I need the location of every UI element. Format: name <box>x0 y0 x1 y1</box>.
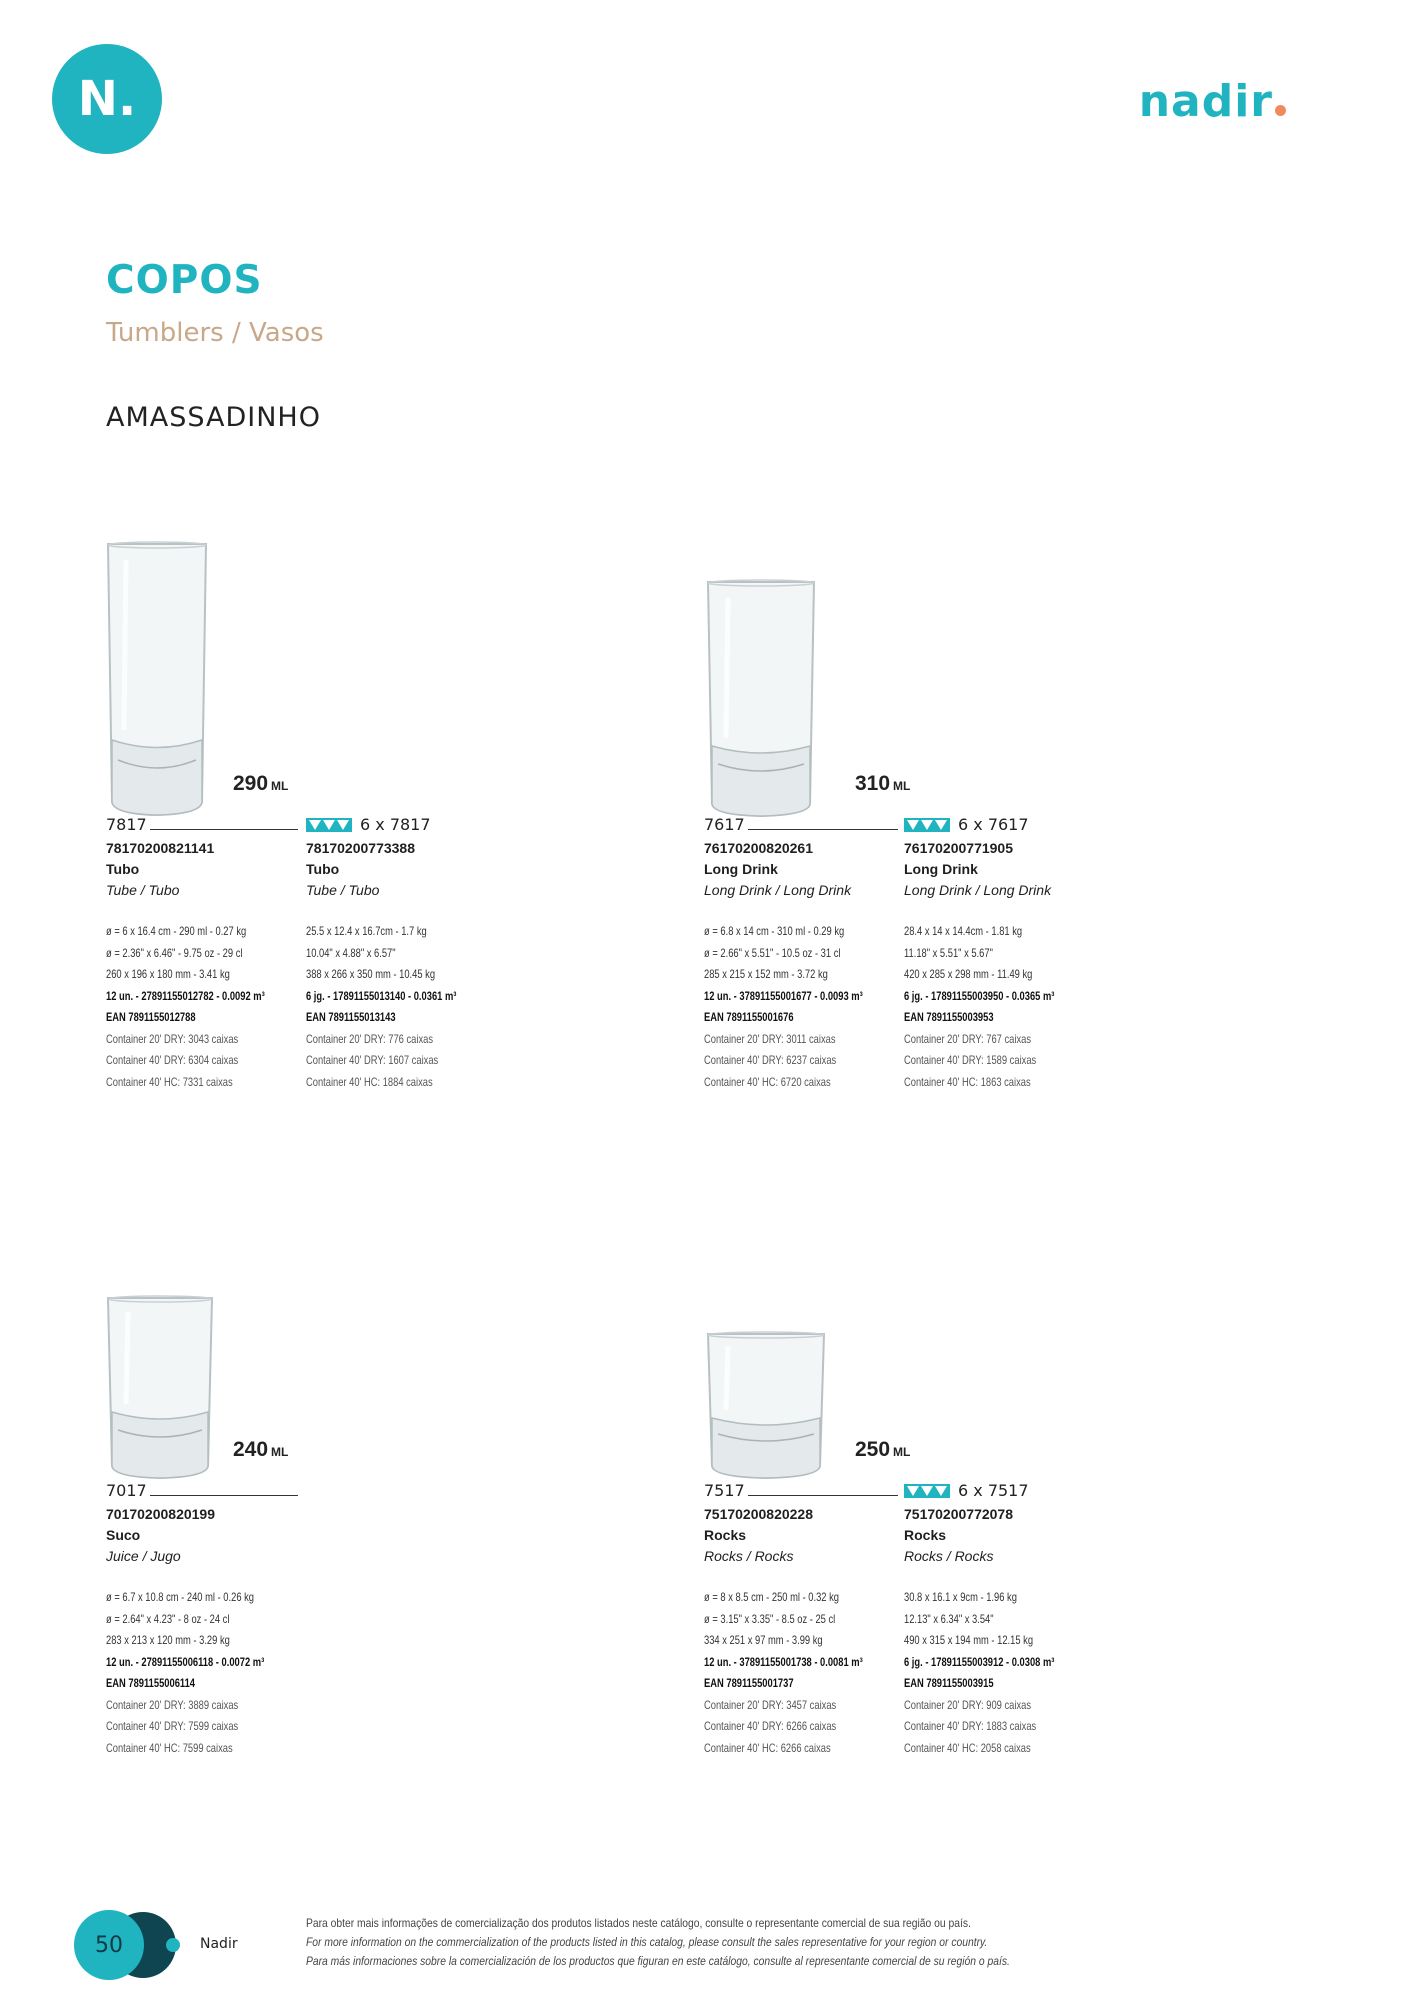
spec-line: 6 jg. - 17891155003950 - 0.0365 m³ <box>904 988 1055 1003</box>
ean-code: 76170200820261 <box>704 840 814 856</box>
product-code: 7617 <box>704 815 745 834</box>
spec-line: Container 40' HC: 6720 caixas <box>704 1074 831 1089</box>
footer-brand: Nadir <box>200 1936 238 1952</box>
pack-badge <box>904 815 1029 834</box>
product-name-translation: Long Drink / Long Drink <box>904 882 1052 898</box>
product-name-translation: Tube / Tubo <box>106 882 180 898</box>
spec-line: 12 un. - 27891155012782 - 0.0092 m³ <box>106 988 265 1003</box>
spec-line: Container 40' HC: 6266 caixas <box>704 1740 831 1755</box>
spec-line: 25.5 x 12.4 x 16.7cm - 1.7 kg <box>306 924 427 938</box>
product-code: 7017 <box>106 1481 147 1500</box>
product-code: 7517 <box>704 1481 745 1500</box>
footer-note-en: For more information on the commercialization of the products listed in this catalog, please consult the sales representative for your region or country. <box>306 1935 988 1949</box>
spec-line: Container 20' DRY: 767 caixas <box>904 1031 1032 1046</box>
spec-line: 6 jg. - 17891155003912 - 0.0308 m³ <box>904 1654 1055 1669</box>
pack-label: 6 x 7517 <box>958 1481 1029 1500</box>
spec-line: Container 20' DRY: 909 caixas <box>904 1697 1032 1712</box>
suco-glass-image <box>104 1294 216 1480</box>
divider-rule <box>150 1495 298 1496</box>
nadir-logo-text: nadir <box>1138 76 1273 127</box>
footer-note-pt: Para obter mais informações de comercialização dos produtos listados neste catálogo, consulte o representante comercial de sua região ou país. <box>306 1916 971 1930</box>
spec-line: ø = 6.8 x 14 cm - 310 ml - 0.29 kg <box>704 924 845 938</box>
spec-line: 10.04" x 4.88" x 6.57" <box>306 945 396 960</box>
product-name: Suco <box>106 1527 141 1543</box>
spec-line: ø = 2.66" x 5.51" - 10.5 oz - 31 cl <box>704 945 841 960</box>
pack-badge <box>306 815 431 834</box>
spec-line: 28.4 x 14 x 14.4cm - 1.81 kg <box>904 924 1023 938</box>
product-name: Tubo <box>106 861 140 877</box>
spec-line: 30.8 x 16.1 x 9cm - 1.96 kg <box>904 1590 1017 1604</box>
spec-line: 12 un. - 37891155001738 - 0.0081 m³ <box>704 1654 863 1669</box>
spec-list <box>704 1587 894 1759</box>
pack-column <box>306 838 496 1093</box>
capacity-label <box>855 1438 910 1462</box>
product-name-translation: Rocks / Rocks <box>904 1548 994 1564</box>
spec-line: 12 un. - 27891155006118 - 0.0072 m³ <box>106 1654 265 1669</box>
spec-line: 388 x 266 x 350 mm - 10.45 kg <box>306 967 436 981</box>
tubo-glass-image <box>104 540 210 818</box>
spec-line: EAN 7891155001737 <box>704 1676 794 1690</box>
three-glasses-icon <box>904 818 950 832</box>
product-name-translation: Tube / Tubo <box>306 882 380 898</box>
spec-line: Container 20' DRY: 776 caixas <box>306 1031 434 1046</box>
spec-list <box>904 1587 1094 1759</box>
ean-code: 70170200820199 <box>106 1506 216 1522</box>
section-title: AMASSADINHO <box>106 402 321 433</box>
spec-list <box>106 921 296 1093</box>
spec-line: 12 un. - 37891155001677 - 0.0093 m³ <box>704 988 863 1003</box>
spec-line: ø = 3.15" x 3.35" - 8.5 oz - 25 cl <box>704 1611 836 1626</box>
spec-line: Container 40' DRY: 1589 caixas <box>904 1053 1037 1067</box>
capacity-label <box>233 772 288 796</box>
spec-line: EAN 7891155012788 <box>106 1010 196 1024</box>
capacity-unit: ML <box>271 1445 289 1459</box>
product-name: Rocks <box>904 1527 947 1543</box>
spec-line: ø = 6.7 x 10.8 cm - 240 ml - 0.26 kg <box>106 1590 255 1604</box>
spec-line: Container 40' DRY: 7599 caixas <box>106 1719 239 1733</box>
page-number: 50 <box>74 1910 144 1980</box>
long-drink-glass-image <box>704 578 818 818</box>
spec-line: Container 40' HC: 1884 caixas <box>306 1074 433 1089</box>
capacity-unit: ML <box>893 779 911 793</box>
pack-label: 6 x 7617 <box>958 815 1029 834</box>
unit-column <box>106 838 296 1093</box>
spec-line: Container 40' DRY: 1883 caixas <box>904 1719 1037 1733</box>
page-number-badge <box>74 1910 174 1980</box>
rocks-glass-image <box>704 1330 828 1480</box>
spec-line: EAN 7891155006114 <box>106 1676 196 1690</box>
product-name: Tubo <box>306 861 340 877</box>
spec-line: EAN 7891155001676 <box>704 1010 794 1024</box>
spec-line: ø = 8 x 8.5 cm - 250 ml - 0.32 kg <box>704 1590 840 1604</box>
product-code: 7817 <box>106 815 147 834</box>
footer-note-es: Para más informaciones sobre la comercialización de los productos que figuran en este catálogo, consulte al representante comercial de su región o país. <box>306 1954 1010 1968</box>
spec-line: Container 20' DRY: 3889 caixas <box>106 1697 239 1712</box>
capacity-value: 250 <box>855 1438 891 1461</box>
ean-code: 78170200821141 <box>106 840 215 856</box>
spec-line: 285 x 215 x 152 mm - 3.72 kg <box>704 967 828 981</box>
product-name: Long Drink <box>904 861 978 877</box>
spec-line: Container 40' HC: 1863 caixas <box>904 1074 1031 1089</box>
spec-line: 490 x 315 x 194 mm - 12.15 kg <box>904 1633 1034 1647</box>
unit-column <box>704 1504 894 1759</box>
spec-line: EAN 7891155013143 <box>306 1010 396 1024</box>
three-glasses-icon <box>306 818 352 832</box>
footer-notes <box>306 1914 1206 1971</box>
pack-badge <box>904 1481 1029 1500</box>
spec-line: Container 40' DRY: 6304 caixas <box>106 1053 239 1067</box>
brand-badge-logo: N. <box>52 44 162 154</box>
spec-line: ø = 6 x 16.4 cm - 290 ml - 0.27 kg <box>106 924 247 938</box>
spec-line: 283 x 213 x 120 mm - 3.29 kg <box>106 1633 230 1647</box>
spec-line: Container 40' HC: 7599 caixas <box>106 1740 233 1755</box>
spec-line: 6 jg. - 17891155013140 - 0.0361 m³ <box>306 988 457 1003</box>
spec-line: Container 20' DRY: 3011 caixas <box>704 1031 836 1046</box>
spec-line: 260 x 196 x 180 mm - 3.41 kg <box>106 967 230 981</box>
spec-list <box>306 921 496 1093</box>
ean-code: 75170200820228 <box>704 1506 814 1522</box>
spec-line: Container 40' DRY: 1607 caixas <box>306 1053 439 1067</box>
spec-line: Container 40' DRY: 6237 caixas <box>704 1053 837 1067</box>
spec-line: Container 40' HC: 2058 caixas <box>904 1740 1031 1755</box>
pack-column <box>904 838 1094 1093</box>
capacity-unit: ML <box>893 1445 911 1459</box>
product-name-translation: Rocks / Rocks <box>704 1548 794 1564</box>
spec-line: Container 40' DRY: 6266 caixas <box>704 1719 837 1733</box>
divider-rule <box>748 829 898 830</box>
capacity-label <box>233 1438 288 1462</box>
spec-list <box>106 1587 296 1759</box>
spec-line: Container 40' HC: 7331 caixas <box>106 1074 233 1089</box>
spec-line: 334 x 251 x 97 mm - 3.99 kg <box>704 1633 823 1647</box>
page-subtitle: Tumblers / Vasos <box>106 318 324 348</box>
spec-line: 11.18" x 5.51" x 5.67" <box>904 945 993 960</box>
product-name: Rocks <box>704 1527 747 1543</box>
pack-label: 6 x 7817 <box>360 815 431 834</box>
spec-line: ø = 2.36" x 6.46" - 9.75 oz - 29 cl <box>106 945 243 960</box>
divider-rule <box>150 829 298 830</box>
pack-column <box>904 1504 1094 1759</box>
divider-rule <box>748 1495 898 1496</box>
capacity-value: 310 <box>855 772 891 795</box>
unit-column <box>704 838 894 1093</box>
spec-line: EAN 7891155003953 <box>904 1010 994 1024</box>
three-glasses-icon <box>904 1484 950 1498</box>
logo-dot-icon <box>1275 105 1286 116</box>
ean-code: 76170200771905 <box>904 840 1014 856</box>
capacity-label <box>855 772 910 796</box>
product-name-translation: Long Drink / Long Drink <box>704 882 852 898</box>
footer-dot-icon <box>166 1938 180 1952</box>
spec-line: 12.13" x 6.34" x 3.54" <box>904 1611 994 1626</box>
spec-line: EAN 7891155003915 <box>904 1676 994 1690</box>
spec-list <box>704 921 894 1093</box>
spec-line: Container 20' DRY: 3457 caixas <box>704 1697 837 1712</box>
spec-line: 420 x 285 x 298 mm - 11.49 kg <box>904 967 1033 981</box>
nadir-logo <box>1139 76 1286 127</box>
product-name: Long Drink <box>704 861 778 877</box>
capacity-value: 290 <box>233 772 269 795</box>
product-name-translation: Juice / Jugo <box>106 1548 181 1564</box>
page-title: COPOS <box>106 258 263 303</box>
spec-list <box>904 921 1094 1093</box>
capacity-value: 240 <box>233 1438 269 1461</box>
ean-code: 78170200773388 <box>306 840 416 856</box>
ean-code: 75170200772078 <box>904 1506 1014 1522</box>
unit-column <box>106 1504 296 1759</box>
capacity-unit: ML <box>271 779 289 793</box>
spec-line: ø = 2.64" x 4.23" - 8 oz - 24 cl <box>106 1611 230 1626</box>
spec-line: Container 20' DRY: 3043 caixas <box>106 1031 239 1046</box>
